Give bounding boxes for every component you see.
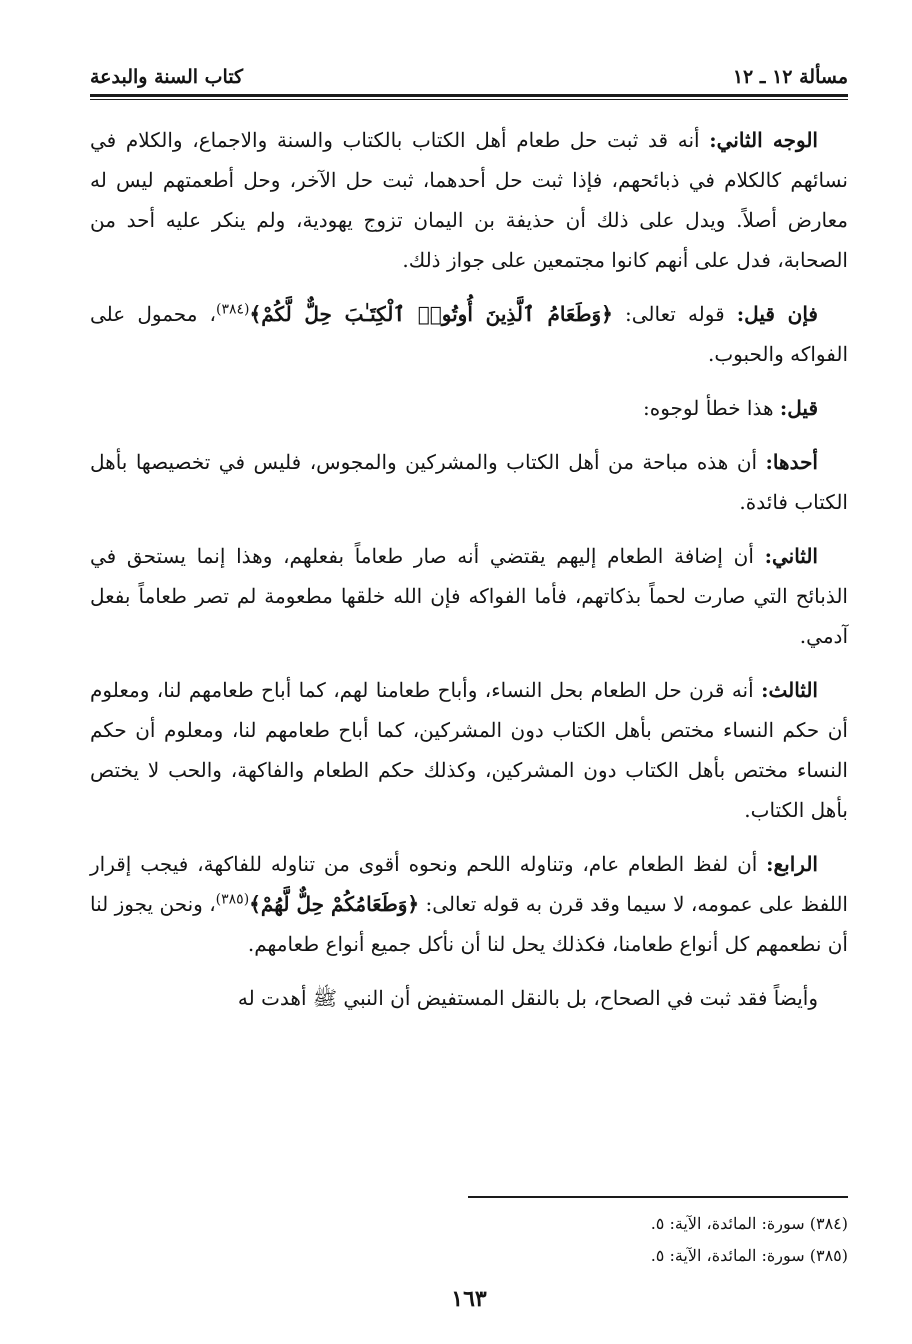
paragraph-additional <box>90 978 848 1018</box>
footnote-separator <box>468 1196 848 1198</box>
issue-number: مسألة ١٢ ـ ١٢ <box>732 66 848 88</box>
book-page <box>90 48 848 1328</box>
paragraph-heading: الثالث: <box>761 678 818 702</box>
paragraph-text: ، محمول على الفواكه والحبوب. <box>90 302 848 366</box>
paragraph-text: أنه قد ثبت حل طعام أهل الكتاب بالكتاب والسنة والاجماع، والكلام في نسائهم كالكلام في ذبائحهم، فإذا ثبت حل أحدهما، ثبت حل الآخر، وحل أطعمتهم ليس له معارض أصلاً. ويدل على ذلك أن حذيفة بن اليمان تزوج يهودية، ولم ينكر عليه أحد من الصحابة، فدل على أنهم كانوا مجتمعين على جواز ذلك. <box>90 128 848 272</box>
page-number: ١٦٣ <box>451 1286 487 1312</box>
paragraph-fourth-reason <box>90 844 848 964</box>
paragraph-text: قوله تعالى: <box>612 302 737 326</box>
paragraph-second-reason <box>90 536 848 656</box>
paragraph-reply <box>90 388 848 428</box>
footnote-384: (٣٨٤) سورة: المائدة، الآية: ٥. <box>650 1214 848 1233</box>
header-rule-thick <box>90 94 848 97</box>
paragraph-first-reason <box>90 442 848 522</box>
paragraph-heading: فإن قيل: <box>736 302 818 326</box>
book-title: كتاب السنة والبدعة <box>90 66 244 88</box>
paragraph-text: أنه قرن حل الطعام بحل النساء، وأباح طعامنا لهم، كما أباح طعامهم لنا، ومعلوم أن حكم النساء مختص بأهل الكتاب دون المشركين، كما أباح طعامهم لنا، ومعلوم أن حكم النساء مختص بأهل الكتاب دون المشركين، وكذلك حكم الطعام والفاكهة، والحب لا يختص بأهل الكتاب. <box>90 678 848 822</box>
paragraph-objection <box>90 294 848 374</box>
paragraph-heading: أحدها: <box>765 450 818 474</box>
paragraph-heading: الثاني: <box>764 544 818 568</box>
footnote-385: (٣٨٥) سورة: المائدة، الآية: ٥. <box>650 1246 848 1265</box>
paragraph-text: أن هذه مباحة من أهل الكتاب والمشركين والمجوس، فليس في تخصيصها بأهل الكتاب فائدة. <box>90 450 848 514</box>
footnote-reference: (٣٨٤) <box>216 301 250 318</box>
paragraph-text: هذا خطأ لوجوه: <box>643 396 780 420</box>
footnotes <box>90 1208 848 1272</box>
paragraph-heading: الوجه الثاني: <box>709 128 818 152</box>
paragraph-third-reason <box>90 670 848 830</box>
quran-verse: ﴿وَطَعَامُ ٱلَّذِينَ أُوتُوا۟ ٱلْكِتَـٰبَ حِلٌّ لَّكُمْ﴾ <box>249 302 613 326</box>
footnote-reference: (٣٨٥) <box>215 891 250 908</box>
body-text <box>90 120 848 1018</box>
running-header <box>90 48 848 88</box>
paragraph-text: أن لفظ الطعام عام، وتناوله اللحم ونحوه أقوى من تناوله للفاكهة، فيجب إقرار اللفظ على عمومه، لا سيما وقد قرن به قوله تعالى: <box>90 852 848 916</box>
paragraph-text: وأيضاً فقد ثبت في الصحاح، بل بالنقل المستفيض أن النبي ﷺ أهدت له <box>237 986 818 1010</box>
paragraph-heading: الرابع: <box>766 852 818 876</box>
header-rule-thin <box>90 99 848 100</box>
paragraph-text: أن إضافة الطعام إليهم يقتضي أنه صار طعاماً بفعلهم، وهذا إنما يستحق في الذبائح التي صارت لحماً بذكاتهم، فأما الفواكه فإن الله خلقها مطعومة لم تصر طعاماً بفعل آدمي. <box>90 544 848 648</box>
quran-verse: ﴿وَطَعَامُكُمْ حِلٌّ لَّهُمْ﴾ <box>249 892 420 916</box>
paragraph-heading: قيل: <box>779 396 818 420</box>
paragraph-second-aspect <box>90 120 848 280</box>
paragraph-text: ، ونحن يجوز لنا أن نطعمهم كل أنواع طعامنا، فكذلك يحل لنا أن نأكل جميع أنواع طعامهم. <box>90 892 848 956</box>
